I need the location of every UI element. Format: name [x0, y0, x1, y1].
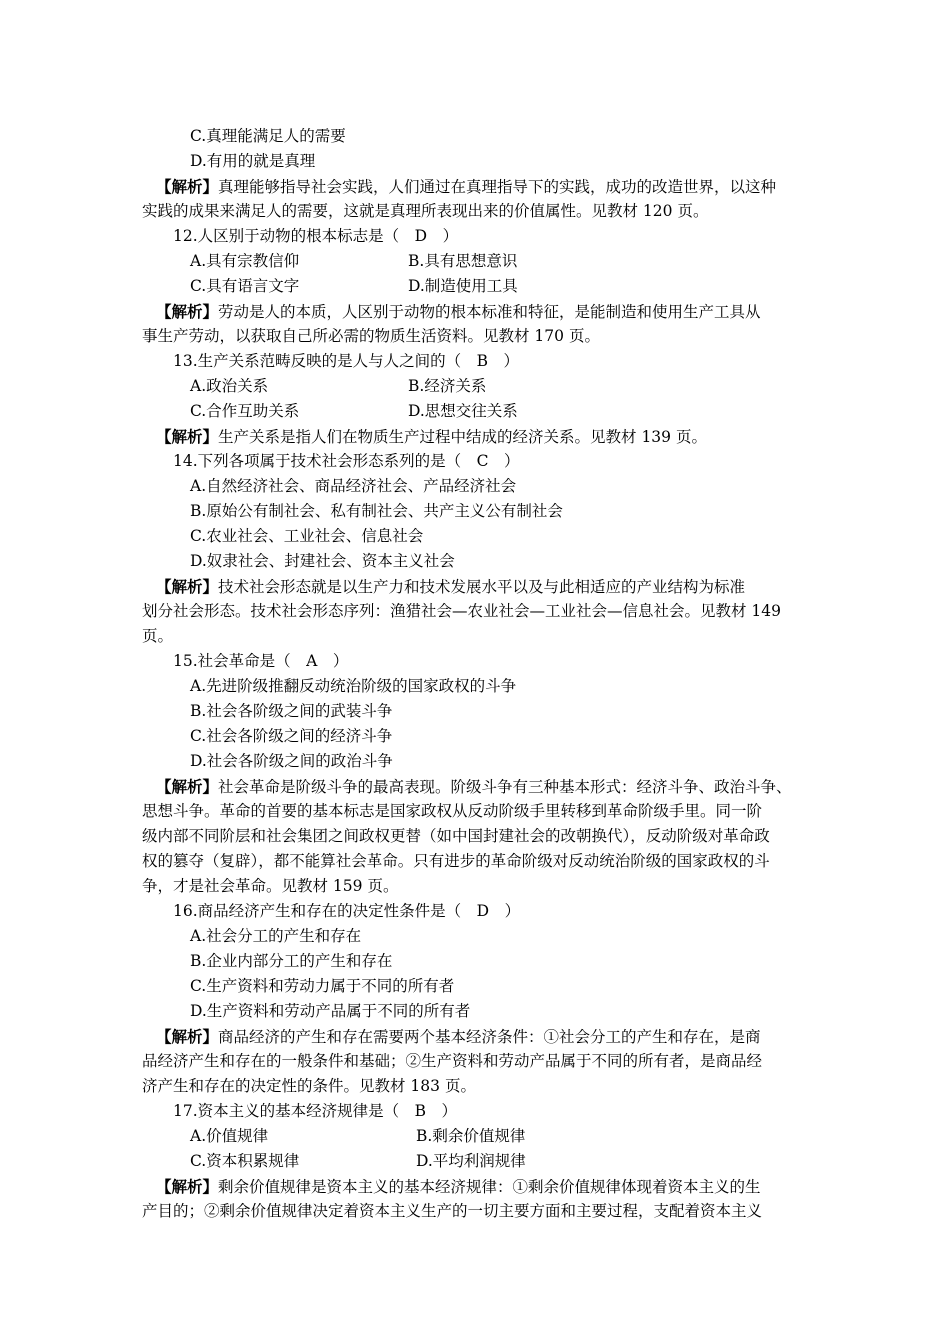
option-c: C.具有语言文字 [190, 277, 300, 295]
explanation-text: 产目的；②剩余价值规律决定着资本主义生产的一切主要方面和主要过程，支配着资本主义 [142, 1202, 763, 1220]
option-d: D.生产资料和劳动产品属于不同的所有者 [190, 1002, 471, 1020]
option-b: B.社会各阶级之间的武装斗争 [190, 702, 393, 720]
option-a: A.价值规律 [190, 1127, 269, 1145]
explanation-12 [142, 299, 814, 349]
question-12-options-row [142, 274, 814, 299]
option-a: A.社会分工的产生和存在 [190, 927, 362, 945]
option-c: C.资本积累规律 [190, 1152, 300, 1170]
option-c: C.农业社会、工业社会、信息社会 [190, 527, 424, 545]
explanation-text: 争，才是社会革命。见教材 159 页。 [142, 877, 399, 895]
question-17-stem: 17.资本主义的基本经济规律是（ B ） [173, 1102, 458, 1120]
explanation-15 [142, 774, 814, 899]
option-b: B.原始公有制社会、私有制社会、共产主义公有制社会 [190, 502, 563, 520]
explanation-17 [142, 1174, 814, 1224]
question-12-stem: 12.人区别于动物的根本标志是（ D ） [173, 227, 459, 245]
explanation-text: 社会革命是阶级斗争的最高表现。阶级斗争有三种基本形式：经济斗争、政治斗争、 [218, 778, 792, 796]
question-13-stem: 13.生产关系范畴反映的是人与人之间的（ B ） [173, 352, 520, 370]
explanation-16 [142, 1024, 814, 1099]
explanation-text: 真理能够指导社会实践，人们通过在真理指导下的实践，成功的改造世界，以这种 [218, 178, 777, 196]
document-body [142, 124, 814, 1224]
explanation-text: 实践的成果来满足人的需要，这就是真理所表现出来的价值属性。见教材 120 页。 [142, 202, 709, 220]
question-16-stem: 16.商品经济产生和存在的决定性条件是（ D ） [173, 902, 521, 920]
option-c: C.真理能满足人的需要 [190, 127, 346, 145]
option-a: A.具有宗教信仰 [190, 252, 300, 270]
explanation-tag: 【解析】 [156, 1177, 219, 1196]
question-15-stem: 15.社会革命是（ A ） [173, 652, 349, 670]
explanation-text: 济产生和存在的决定性的条件。见教材 183 页。 [142, 1077, 476, 1095]
explanation-text: 事生产劳动，以获取自己所必需的物质生活资料。见教材 170 页。 [142, 327, 600, 345]
question-17-options-row [142, 1124, 814, 1149]
explanation-14 [142, 574, 814, 649]
explanation-text: 思想斗争。革命的首要的基本标志是国家政权从反动阶级手里转移到革命阶级手里。同一阶 [142, 802, 763, 820]
explanation-tag: 【解析】 [156, 577, 219, 596]
question-14-stem: 14.下列各项属于技术社会形态系列的是（ C ） [173, 452, 520, 470]
option-d: D.制造使用工具 [408, 277, 518, 295]
option-a: A.政治关系 [190, 377, 269, 395]
option-d: D.平均利润规律 [416, 1152, 526, 1170]
option-c: C.社会各阶级之间的经济斗争 [190, 727, 393, 745]
option-d: D.思想交往关系 [408, 402, 518, 420]
question-13-options-row [142, 399, 814, 424]
question-17-options-row [142, 1149, 814, 1174]
option-a: A.自然经济社会、商品经济社会、产品经济社会 [190, 477, 517, 495]
explanation-text: 页。 [142, 627, 174, 645]
explanation-text: 权的篡夺（复辟），都不能算社会革命。只有进步的革命阶级对反动统治阶级的国家政权的斗 [142, 852, 770, 870]
explanation-13 [142, 424, 814, 449]
explanation-tag: 【解析】 [156, 302, 219, 321]
option-b: B.企业内部分工的产生和存在 [190, 952, 393, 970]
explanation-tag: 【解析】 [156, 177, 219, 196]
option-a: A.先进阶级推翻反动统治阶级的国家政权的斗争 [190, 677, 517, 695]
explanation-text: 级内部不同阶层和社会集团之间政权更替（如中国封建社会的改朝换代），反动阶级对革命政 [142, 827, 770, 845]
option-d: D.奴隶社会、封建社会、资本主义社会 [190, 552, 455, 570]
explanation-text: 生产关系是指人们在物质生产过程中结成的经济关系。见教材 139 页。 [218, 428, 707, 446]
option-b: B.具有思想意识 [408, 252, 518, 270]
explanation-tag: 【解析】 [156, 777, 219, 796]
explanation-tag: 【解析】 [156, 1027, 219, 1046]
explanation-text: 划分社会形态。技术社会形态序列：渔猎社会—农业社会—工业社会—信息社会。见教材 149 [142, 602, 782, 620]
option-d: D.有用的就是真理 [190, 152, 316, 170]
question-12-options-row [142, 249, 814, 274]
explanation-11 [142, 174, 814, 224]
option-b: B.经济关系 [408, 377, 487, 395]
option-c: C.生产资料和劳动力属于不同的所有者 [190, 977, 455, 995]
question-13-options-row [142, 374, 814, 399]
explanation-tag: 【解析】 [156, 427, 219, 446]
explanation-text: 劳动是人的本质，人区别于动物的根本标准和特征，是能制造和使用生产工具从 [218, 303, 761, 321]
explanation-text: 剩余价值规律是资本主义的基本经济规律：①剩余价值规律体现着资本主义的生 [218, 1178, 761, 1196]
option-c: C.合作互助关系 [190, 402, 300, 420]
option-b: B.剩余价值规律 [416, 1127, 526, 1145]
explanation-text: 品经济产生和存在的一般条件和基础；②生产资料和劳动产品属于不同的所有者，是商品经 [142, 1052, 763, 1070]
explanation-text: 商品经济的产生和存在需要两个基本经济条件：①社会分工的产生和存在，是商 [218, 1028, 761, 1046]
option-d: D.社会各阶级之间的政治斗争 [190, 752, 393, 770]
explanation-text: 技术社会形态就是以生产力和技术发展水平以及与此相适应的产业结构为标准 [218, 578, 746, 596]
